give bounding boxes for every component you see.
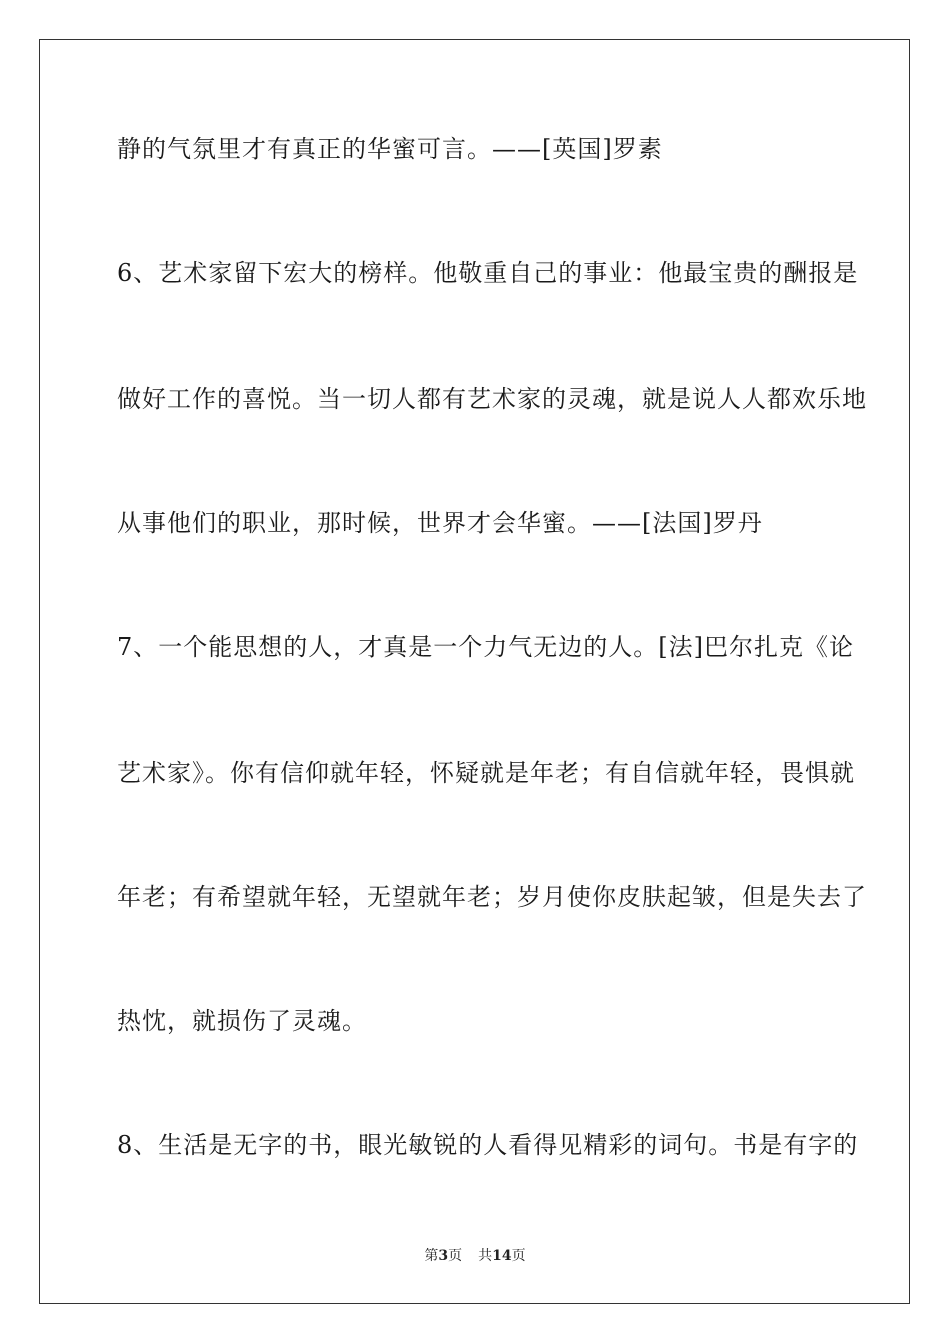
text-line: 8、生活是无字的书，眼光敏锐的人看得见精彩的词句。书是有字的 xyxy=(117,1131,859,1159)
page-footer xyxy=(0,1247,950,1265)
text-line: 做好工作的喜悦。当一切人都有艺术家的灵魂，就是说人人都欢乐地 xyxy=(117,385,867,413)
text-line: 艺术家》。你有信仰就年轻，怀疑就是年老；有自信就年轻，畏惧就 xyxy=(117,759,855,787)
text-line: 静的气氛里才有真正的华蜜可言。——[英国]罗素 xyxy=(117,135,663,163)
text-line: 7、一个能思想的人，才真是一个力气无边的人。[法]巴尔扎克《论 xyxy=(117,633,854,661)
page-suffix: 页 xyxy=(448,1248,463,1264)
page-border xyxy=(39,39,910,1304)
text-line: 年老；有希望就年轻，无望就年老；岁月使你皮肤起皱，但是失去了 xyxy=(117,883,867,911)
text-line: 热忱，就损伤了灵魂。 xyxy=(117,1007,367,1035)
total-pages: 14 xyxy=(492,1248,512,1264)
page-number: 3 xyxy=(438,1248,449,1264)
total-suffix: 页 xyxy=(511,1248,526,1264)
total-prefix: 共 xyxy=(478,1248,493,1264)
text-line: 6、艺术家留下宏大的榜样。他敬重自己的事业：他最宝贵的酬报是 xyxy=(117,259,859,287)
page-prefix: 第 xyxy=(424,1248,439,1264)
text-line: 从事他们的职业，那时候，世界才会华蜜。——[法国]罗丹 xyxy=(117,509,763,537)
